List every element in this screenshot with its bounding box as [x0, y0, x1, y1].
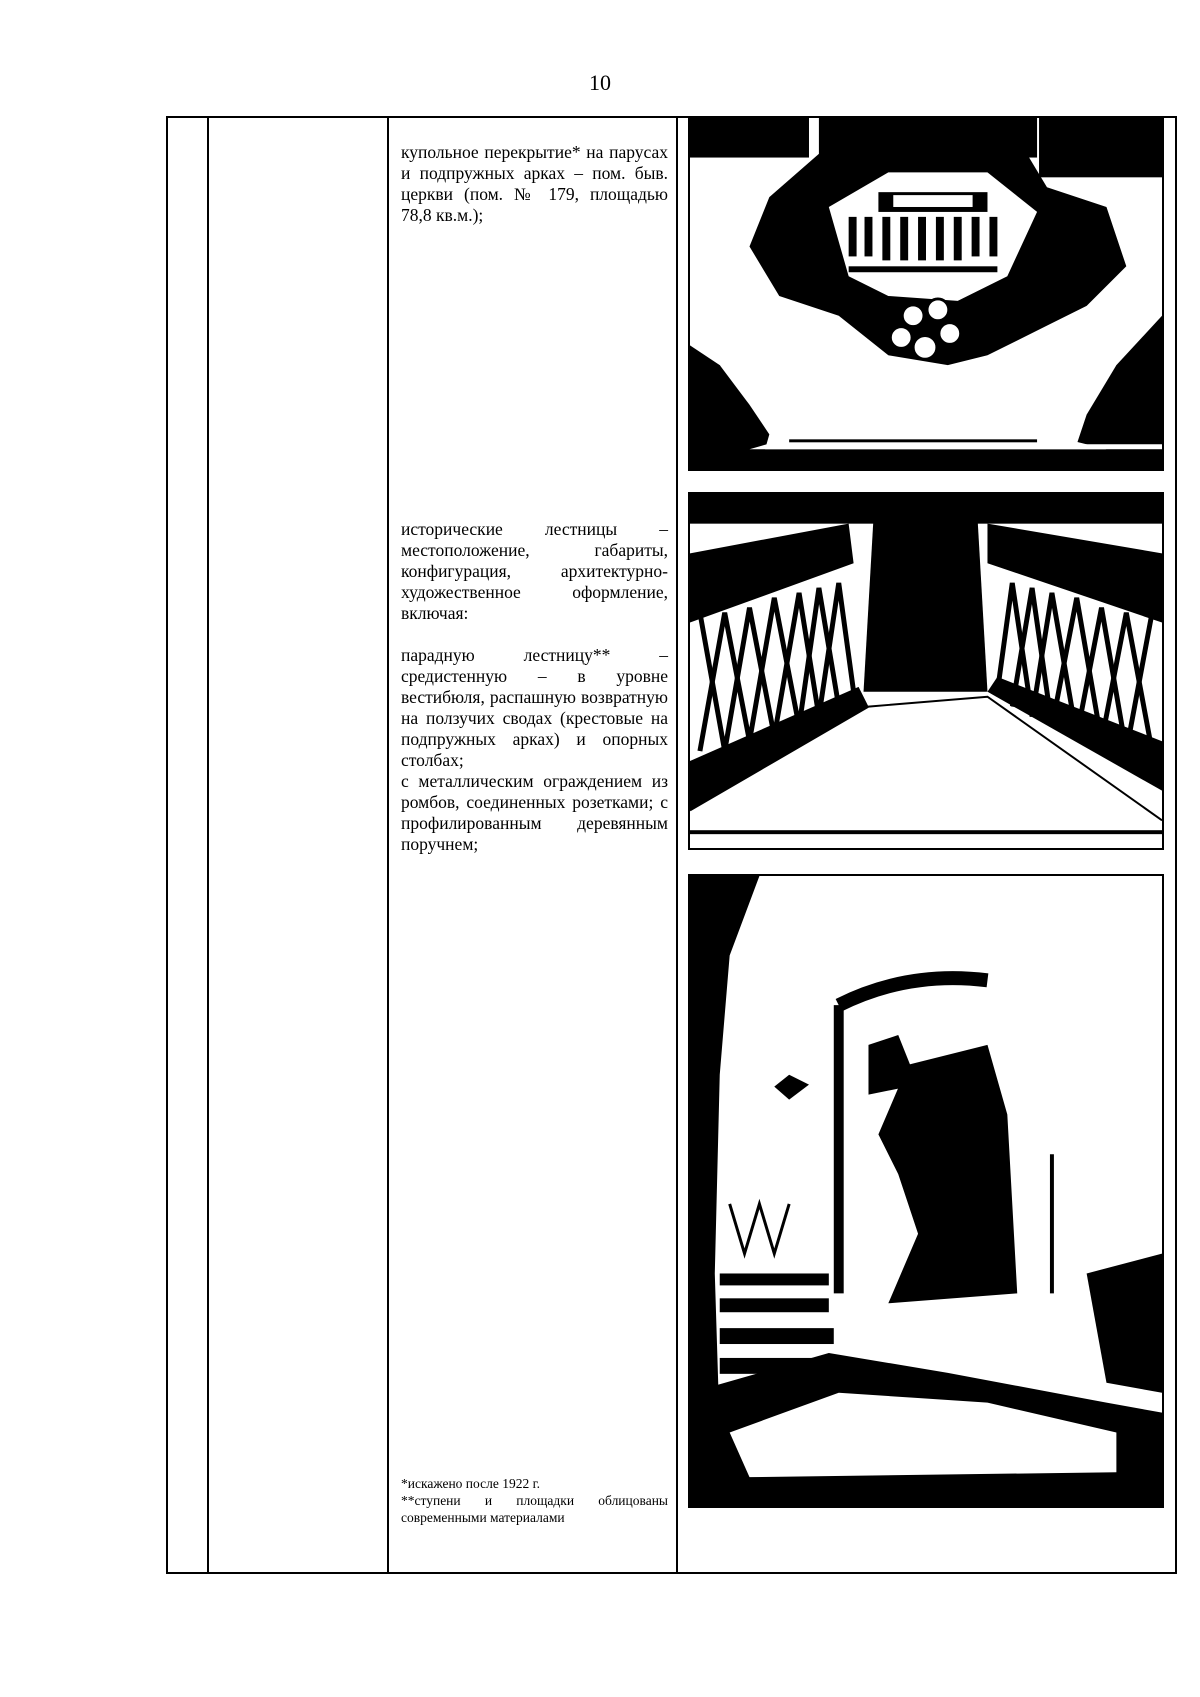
railing-text: с металлическим ограждением из ромбов, соединенных розетками; с профилированным деревянным поручнем;	[401, 771, 668, 854]
description-stairs	[401, 519, 668, 855]
staircase-vault-photo	[688, 874, 1164, 1508]
description-dome	[401, 142, 668, 226]
dome-ceiling-photo	[688, 116, 1164, 471]
footnote-1: *искажено после 1922 г.	[401, 1476, 540, 1491]
page-number: 10	[589, 70, 611, 95]
dome-ceiling-text: купольное перекрытие* на парусах и подпружных арках – пом. быв. церкви (пом. № 179, площадью 78,8 кв.м.);	[401, 142, 668, 225]
table-column-divider	[207, 116, 209, 1574]
footnotes	[401, 1475, 668, 1526]
table-column-divider	[676, 116, 678, 1574]
table-column-divider	[387, 116, 389, 1574]
footnote-2: **ступени и площадки облицованы современными материалами	[401, 1493, 668, 1525]
stairs-intro-text: исторические лестницы – местоположение, габариты, конфигурация, архитектурно-художественное оформление, включая:	[401, 519, 668, 623]
staircase-railing-photo	[688, 492, 1164, 850]
main-staircase-text: парадную лестницу** – средистенную – в уровне вестибюля, распашную возвратную на ползучих сводах (крестовые на подпружных арках) и опорных столбах;	[401, 645, 668, 770]
